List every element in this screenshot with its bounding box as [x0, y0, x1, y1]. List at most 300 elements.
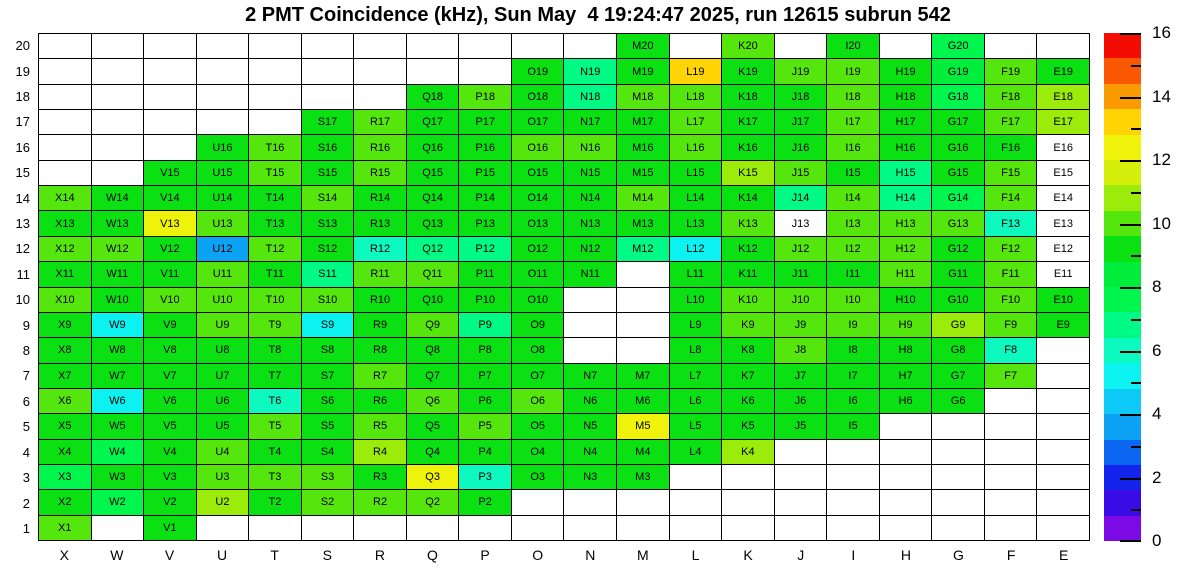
heatmap-cell: J15 — [775, 161, 828, 186]
heatmap-cell: G8 — [932, 338, 985, 363]
heatmap-cell: R9 — [354, 313, 407, 338]
heatmap-cell: F19 — [985, 59, 1038, 84]
heatmap-cell: F7 — [985, 364, 1038, 389]
heatmap-cell: V12 — [144, 237, 197, 262]
heatmap-cell: U6 — [197, 389, 250, 414]
heatmap-cell: T11 — [249, 262, 302, 287]
heatmap-cell: E10 — [1037, 288, 1090, 313]
heatmap-cell — [39, 59, 92, 84]
colorbar-band — [1104, 338, 1141, 363]
heatmap-cell — [92, 110, 145, 135]
heatmap-cell: W6 — [92, 389, 145, 414]
heatmap-cell: T4 — [249, 440, 302, 465]
heatmap-cell: F18 — [985, 85, 1038, 110]
heatmap-cell — [564, 34, 617, 59]
heatmap-cell: L16 — [670, 135, 723, 160]
heatmap-cell: I12 — [827, 237, 880, 262]
heatmap-cell: Q18 — [407, 85, 460, 110]
heatmap-cell: O18 — [512, 85, 565, 110]
heatmap-cell: W3 — [92, 465, 145, 490]
heatmap-cell: Q9 — [407, 313, 460, 338]
heatmap-cell: V2 — [144, 490, 197, 515]
colorbar-tick-label: 6 — [1152, 340, 1162, 360]
heatmap-cell — [39, 135, 92, 160]
heatmap-cell: M7 — [617, 364, 670, 389]
heatmap-cell: V7 — [144, 364, 197, 389]
heatmap-cell: K12 — [722, 237, 775, 262]
row-tick-label: 6 — [22, 393, 30, 409]
heatmap-cell — [1037, 34, 1090, 59]
heatmap-cell: S12 — [302, 237, 355, 262]
heatmap-cell: F8 — [985, 338, 1038, 363]
heatmap-cell: G20 — [932, 34, 985, 59]
heatmap-cell: G11 — [932, 262, 985, 287]
heatmap-cell: V1 — [144, 516, 197, 541]
heatmap-cell: J10 — [775, 288, 828, 313]
heatmap-cell — [617, 313, 670, 338]
colorbar-band — [1104, 312, 1141, 337]
heatmap-cell: Q17 — [407, 110, 460, 135]
heatmap-cell: E14 — [1037, 186, 1090, 211]
heatmap-cell — [354, 59, 407, 84]
column-tick-label: H — [900, 547, 911, 563]
heatmap-cell: L19 — [670, 59, 723, 84]
heatmap-cell: U10 — [197, 288, 250, 313]
heatmap-cell: U16 — [197, 135, 250, 160]
heatmap-cell — [197, 516, 250, 541]
heatmap-cell: N3 — [564, 465, 617, 490]
heatmap-cell: O9 — [512, 313, 565, 338]
heatmap-cell — [564, 490, 617, 515]
heatmap-cell — [1037, 364, 1090, 389]
heatmap-cell: M3 — [617, 465, 670, 490]
heatmap-cell: T10 — [249, 288, 302, 313]
heatmap-cell: S17 — [302, 110, 355, 135]
heatmap-cell: N19 — [564, 59, 617, 84]
heatmap-cell: W10 — [92, 288, 145, 313]
heatmap-cell — [249, 34, 302, 59]
heatmap-cell: M19 — [617, 59, 670, 84]
heatmap-cell — [302, 85, 355, 110]
heatmap-grid — [38, 33, 1090, 541]
heatmap-cell — [985, 34, 1038, 59]
heatmap-cell: I20 — [827, 34, 880, 59]
heatmap-cell: K5 — [722, 414, 775, 439]
heatmap-cell: E13 — [1037, 211, 1090, 236]
heatmap-cell: L17 — [670, 110, 723, 135]
heatmap-cell: P13 — [459, 211, 512, 236]
heatmap-cell: O16 — [512, 135, 565, 160]
heatmap-cell: L14 — [670, 186, 723, 211]
row-tick-label: 13 — [15, 216, 30, 232]
column-axis — [38, 545, 1090, 565]
heatmap-cell: S11 — [302, 262, 355, 287]
colorbar-tick-label: 4 — [1152, 404, 1162, 423]
heatmap-cell: J13 — [775, 211, 828, 236]
heatmap-cell: F15 — [985, 161, 1038, 186]
heatmap-cell: L13 — [670, 211, 723, 236]
heatmap-cell: L6 — [670, 389, 723, 414]
heatmap-cell: X3 — [39, 465, 92, 490]
heatmap-cell: S10 — [302, 288, 355, 313]
heatmap-cell — [1037, 490, 1090, 515]
heatmap-cell — [92, 85, 145, 110]
heatmap-cell: P18 — [459, 85, 512, 110]
heatmap-cell — [722, 465, 775, 490]
heatmap-cell: L10 — [670, 288, 723, 313]
heatmap-cell: R7 — [354, 364, 407, 389]
heatmap-cell: H6 — [880, 389, 933, 414]
heatmap-cell — [144, 34, 197, 59]
heatmap-cell — [459, 516, 512, 541]
heatmap-cell: J9 — [775, 313, 828, 338]
heatmap-cell: J5 — [775, 414, 828, 439]
row-tick-label: 3 — [22, 470, 30, 486]
heatmap-cell — [459, 34, 512, 59]
heatmap-cell: W4 — [92, 440, 145, 465]
heatmap-cell: P14 — [459, 186, 512, 211]
heatmap-cell: U13 — [197, 211, 250, 236]
heatmap-cell — [880, 516, 933, 541]
colorbar-tick-label: 2 — [1152, 467, 1162, 487]
heatmap-cell: J11 — [775, 262, 828, 287]
heatmap-cell — [932, 465, 985, 490]
heatmap-cell: S14 — [302, 186, 355, 211]
heatmap-cell: M20 — [617, 34, 670, 59]
heatmap-cell — [985, 414, 1038, 439]
heatmap-cell — [985, 440, 1038, 465]
colorbar-tick-label: 16 — [1152, 23, 1171, 42]
heatmap-cell: P11 — [459, 262, 512, 287]
heatmap-cell — [617, 338, 670, 363]
heatmap-cell: N4 — [564, 440, 617, 465]
heatmap-cell — [670, 516, 723, 541]
heatmap-cell: E19 — [1037, 59, 1090, 84]
heatmap-cell: E16 — [1037, 135, 1090, 160]
heatmap-cell: P2 — [459, 490, 512, 515]
heatmap-cell: O7 — [512, 364, 565, 389]
column-tick-label: K — [743, 547, 753, 563]
heatmap-cell: O17 — [512, 110, 565, 135]
heatmap-cell: J16 — [775, 135, 828, 160]
heatmap-cell: N15 — [564, 161, 617, 186]
heatmap-cell: Q4 — [407, 440, 460, 465]
heatmap-cell: U3 — [197, 465, 250, 490]
colorbar-band — [1104, 58, 1141, 83]
heatmap-cell — [722, 516, 775, 541]
heatmap-cell: E12 — [1037, 237, 1090, 262]
heatmap-cell: I13 — [827, 211, 880, 236]
heatmap-cell — [144, 59, 197, 84]
heatmap-cell: W7 — [92, 364, 145, 389]
heatmap-cell — [144, 85, 197, 110]
heatmap-cell — [407, 516, 460, 541]
heatmap-cell: L18 — [670, 85, 723, 110]
heatmap-cell: K6 — [722, 389, 775, 414]
heatmap-cell: H13 — [880, 211, 933, 236]
heatmap-cell: M15 — [617, 161, 670, 186]
heatmap-cell — [92, 516, 145, 541]
heatmap-cell: P15 — [459, 161, 512, 186]
heatmap-cell: M13 — [617, 211, 670, 236]
heatmap-cell — [144, 135, 197, 160]
colorbar-band — [1104, 490, 1141, 515]
heatmap-cell: G9 — [932, 313, 985, 338]
heatmap-cell: X4 — [39, 440, 92, 465]
heatmap-cell: G12 — [932, 237, 985, 262]
heatmap-cell: U9 — [197, 313, 250, 338]
heatmap-cell — [459, 59, 512, 84]
heatmap-cell — [302, 516, 355, 541]
heatmap-cell: T5 — [249, 414, 302, 439]
heatmap-cell — [1037, 440, 1090, 465]
heatmap-cell — [39, 161, 92, 186]
heatmap-cell: L5 — [670, 414, 723, 439]
heatmap-cell: T15 — [249, 161, 302, 186]
heatmap-cell — [564, 313, 617, 338]
heatmap-cell: I15 — [827, 161, 880, 186]
heatmap-cell: P6 — [459, 389, 512, 414]
heatmap-cell: K11 — [722, 262, 775, 287]
heatmap-cell — [92, 161, 145, 186]
heatmap-cell: S3 — [302, 465, 355, 490]
heatmap-cell: U2 — [197, 490, 250, 515]
heatmap-cell: P3 — [459, 465, 512, 490]
heatmap-cell: W2 — [92, 490, 145, 515]
heatmap-cell: L11 — [670, 262, 723, 287]
column-tick-label: Q — [427, 547, 438, 563]
heatmap-cell: H7 — [880, 364, 933, 389]
heatmap-cell — [880, 440, 933, 465]
heatmap-cell — [722, 490, 775, 515]
heatmap-cell: M18 — [617, 85, 670, 110]
heatmap-cell — [39, 85, 92, 110]
heatmap-cell: V3 — [144, 465, 197, 490]
heatmap-cell: O3 — [512, 465, 565, 490]
heatmap-cell: N11 — [564, 262, 617, 287]
column-tick-label: W — [110, 547, 124, 563]
heatmap-cell: U4 — [197, 440, 250, 465]
colorbar-tick-label: 8 — [1152, 277, 1162, 296]
heatmap-cell: E18 — [1037, 85, 1090, 110]
heatmap-cell — [1037, 338, 1090, 363]
heatmap-cell: K16 — [722, 135, 775, 160]
heatmap-cell: H18 — [880, 85, 933, 110]
heatmap-cell: V4 — [144, 440, 197, 465]
colorbar-band — [1104, 516, 1141, 541]
heatmap-cell — [670, 490, 723, 515]
heatmap-cell: U5 — [197, 414, 250, 439]
heatmap-cell: S13 — [302, 211, 355, 236]
heatmap-cell — [775, 516, 828, 541]
column-tick-label: X — [59, 547, 69, 563]
heatmap-cell: U12 — [197, 237, 250, 262]
heatmap-cell: H8 — [880, 338, 933, 363]
heatmap-cell — [670, 465, 723, 490]
heatmap-cell: K18 — [722, 85, 775, 110]
colorbar-band — [1104, 287, 1141, 312]
heatmap-cell: J12 — [775, 237, 828, 262]
row-tick-label: 9 — [22, 317, 30, 333]
heatmap-cell: G18 — [932, 85, 985, 110]
heatmap-cell: M17 — [617, 110, 670, 135]
column-tick-label: U — [217, 547, 228, 563]
heatmap-cell — [1037, 516, 1090, 541]
heatmap-cell: T16 — [249, 135, 302, 160]
heatmap-cell: P12 — [459, 237, 512, 262]
heatmap-cell: U11 — [197, 262, 250, 287]
heatmap-cell: S8 — [302, 338, 355, 363]
heatmap-cell: O5 — [512, 414, 565, 439]
column-tick-label: T — [270, 547, 279, 563]
colorbar-tick-label: 0 — [1152, 531, 1162, 550]
heatmap-cell — [775, 465, 828, 490]
heatmap-cell: K20 — [722, 34, 775, 59]
colorbar-band — [1104, 135, 1141, 160]
heatmap-cell — [775, 440, 828, 465]
heatmap-cell — [407, 34, 460, 59]
heatmap-cell: N12 — [564, 237, 617, 262]
column-tick-label: P — [480, 547, 490, 563]
heatmap-cell — [880, 34, 933, 59]
heatmap-cell: J6 — [775, 389, 828, 414]
heatmap-cell: N7 — [564, 364, 617, 389]
column-tick-label: G — [953, 547, 964, 563]
heatmap-cell: S7 — [302, 364, 355, 389]
colorbar-tick-label: 14 — [1152, 86, 1171, 106]
heatmap-cell: P10 — [459, 288, 512, 313]
heatmap-cell: X7 — [39, 364, 92, 389]
heatmap-cell: R8 — [354, 338, 407, 363]
column-tick-label: E — [1059, 547, 1069, 563]
heatmap-cell: G15 — [932, 161, 985, 186]
heatmap-cell: J7 — [775, 364, 828, 389]
heatmap-cell — [670, 34, 723, 59]
heatmap-cell: T7 — [249, 364, 302, 389]
heatmap-cell: H12 — [880, 237, 933, 262]
heatmap-cell: X10 — [39, 288, 92, 313]
heatmap-cell: M5 — [617, 414, 670, 439]
colorbar-band — [1104, 236, 1141, 261]
heatmap-cell: H17 — [880, 110, 933, 135]
heatmap-cell: F12 — [985, 237, 1038, 262]
heatmap-cell: O15 — [512, 161, 565, 186]
heatmap-cell: L9 — [670, 313, 723, 338]
heatmap-cell — [985, 465, 1038, 490]
heatmap-cell — [1037, 465, 1090, 490]
heatmap-cell — [827, 490, 880, 515]
heatmap-cell: H19 — [880, 59, 933, 84]
heatmap-cell: V13 — [144, 211, 197, 236]
heatmap-cell: O4 — [512, 440, 565, 465]
row-tick-label: 7 — [22, 368, 30, 384]
heatmap-cell: E9 — [1037, 313, 1090, 338]
heatmap-cell: R6 — [354, 389, 407, 414]
heatmap-cell — [354, 85, 407, 110]
row-tick-label: 8 — [22, 343, 30, 359]
heatmap-cell: S15 — [302, 161, 355, 186]
heatmap-cell — [249, 110, 302, 135]
column-tick-label: L — [691, 547, 700, 563]
column-tick-label: R — [374, 547, 385, 563]
column-tick-label: J — [797, 547, 805, 563]
heatmap-cell — [985, 516, 1038, 541]
heatmap-cell: G19 — [932, 59, 985, 84]
heatmap-cell — [302, 34, 355, 59]
heatmap-cell: K17 — [722, 110, 775, 135]
heatmap-cell: F11 — [985, 262, 1038, 287]
colorbar-band — [1104, 185, 1141, 210]
heatmap-cell: K7 — [722, 364, 775, 389]
heatmap-cell: K9 — [722, 313, 775, 338]
heatmap-cell — [39, 110, 92, 135]
heatmap-cell — [932, 414, 985, 439]
heatmap-cell: U8 — [197, 338, 250, 363]
heatmap-cell: U15 — [197, 161, 250, 186]
colorbar-tick-label: 10 — [1152, 213, 1171, 233]
heatmap-cell: O6 — [512, 389, 565, 414]
heatmap-cell — [564, 516, 617, 541]
heatmap-cell: F10 — [985, 288, 1038, 313]
heatmap-cell: R5 — [354, 414, 407, 439]
heatmap-cell: I9 — [827, 313, 880, 338]
heatmap-cell: H15 — [880, 161, 933, 186]
row-tick-label: 16 — [15, 139, 30, 155]
heatmap-cell: I18 — [827, 85, 880, 110]
heatmap-cell — [985, 490, 1038, 515]
heatmap-cell: H16 — [880, 135, 933, 160]
heatmap-cell: K10 — [722, 288, 775, 313]
heatmap-cell: O10 — [512, 288, 565, 313]
heatmap-cell: S4 — [302, 440, 355, 465]
row-tick-label: 2 — [22, 495, 30, 511]
heatmap-cell: I14 — [827, 186, 880, 211]
heatmap-cell: V10 — [144, 288, 197, 313]
heatmap-cell — [880, 490, 933, 515]
heatmap-cell: R10 — [354, 288, 407, 313]
heatmap-cell: S5 — [302, 414, 355, 439]
heatmap-cell — [880, 465, 933, 490]
heatmap-cell — [354, 34, 407, 59]
heatmap-cell: G6 — [932, 389, 985, 414]
heatmap-cell — [92, 135, 145, 160]
heatmap-cell: S9 — [302, 313, 355, 338]
column-tick-label: I — [851, 547, 856, 563]
heatmap-cell: Q2 — [407, 490, 460, 515]
heatmap-cell — [92, 59, 145, 84]
heatmap-cell — [302, 59, 355, 84]
heatmap-cell: V9 — [144, 313, 197, 338]
colorbar-band — [1104, 84, 1141, 109]
heatmap-cell: T3 — [249, 465, 302, 490]
heatmap-cell: W5 — [92, 414, 145, 439]
heatmap-cell: R2 — [354, 490, 407, 515]
heatmap-cell: R3 — [354, 465, 407, 490]
heatmap-cell: X5 — [39, 414, 92, 439]
heatmap-cell: K19 — [722, 59, 775, 84]
heatmap-cell: Q7 — [407, 364, 460, 389]
heatmap-cell — [249, 85, 302, 110]
heatmap-cell — [92, 34, 145, 59]
heatmap-cell: J18 — [775, 85, 828, 110]
heatmap-cell: N16 — [564, 135, 617, 160]
heatmap-cell: F14 — [985, 186, 1038, 211]
heatmap-cell — [985, 389, 1038, 414]
heatmap-cell: E15 — [1037, 161, 1090, 186]
heatmap-cell — [932, 490, 985, 515]
colorbar-band — [1104, 160, 1141, 185]
heatmap-cell: Q14 — [407, 186, 460, 211]
